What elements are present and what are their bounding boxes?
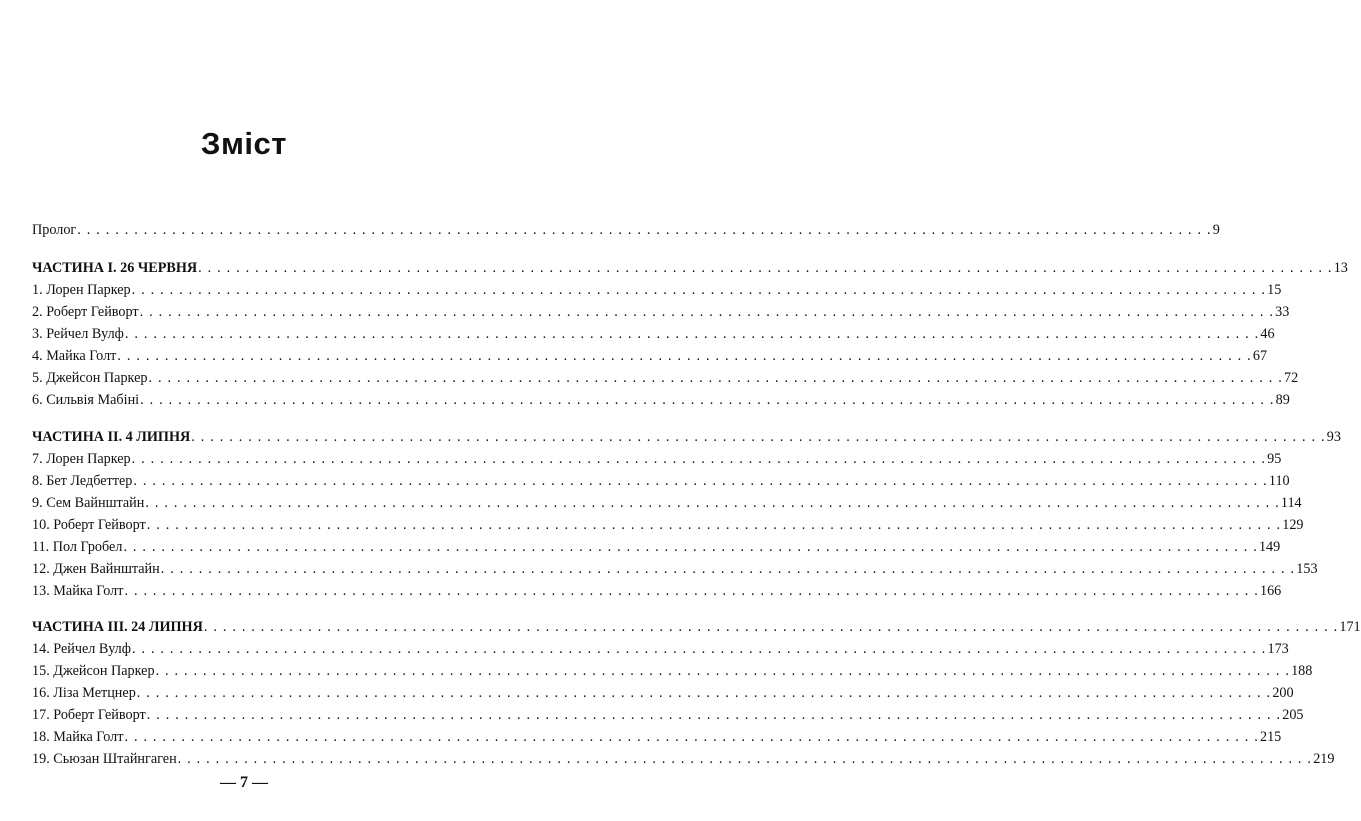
- dot-leader: . . . . . . . . . . . . . . . . . . . . . . . . . . . . . . . . . . . . . . . . . . . . . . . . . . . . . . . . . . . . . . . . . . . . . . . . . . . . . . . . . . . . . . . . . . . . . . . . . . . . . . . . . . . . . . . . . . . . . . . .: [146, 517, 1282, 533]
- dot-leader: . . . . . . . . . . . . . . . . . . . . . . . . . . . . . . . . . . . . . . . . . . . . . . . . . . . . . . . . . . . . . . . . . . . . . . . . . . . . . . . . . . . . . . . . . . . . . . . . . . . . . . . . . . . . . . . . . . . . . . . .: [160, 561, 1296, 577]
- toc-entry-page-number: 171: [1339, 619, 1361, 635]
- toc-entry-page-number: 188: [1291, 663, 1313, 679]
- dot-leader: . . . . . . . . . . . . . . . . . . . . . . . . . . . . . . . . . . . . . . . . . . . . . . . . . . . . . . . . . . . . . . . . . . . . . . . . . . . . . . . . . . . . . . . . . . . . . . . . . . . . . . . . . . . . . . . . . . . . . . . .: [140, 392, 1275, 408]
- toc-entry-title: 2. Роберт Гейворт: [32, 304, 139, 320]
- dot-leader: . . . . . . . . . . . . . . . . . . . . . . . . . . . . . . . . . . . . . . . . . . . . . . . . . . . . . . . . . . . . . . . . . . . . . . . . . . . . . . . . . . . . . . . . . . . . . . . . . . . . . . . . . . . . . . . . . . . . . . . .: [133, 473, 1268, 489]
- dot-leader: . . . . . . . . . . . . . . . . . . . . . . . . . . . . . . . . . . . . . . . . . . . . . . . . . . . . . . . . . . . . . . . . . . . . . . . . . . . . . . . . . . . . . . . . . . . . . . . . . . . . . . . . . . . . . . . . . . . . . . . .: [139, 304, 1275, 320]
- toc-entry-page-number: 153: [1296, 561, 1318, 577]
- toc-entry-page-number: 46: [1260, 326, 1275, 342]
- toc-entry: [32, 537, 1281, 557]
- toc-entry-title: 4. Майка Голт: [32, 348, 117, 364]
- toc-entry-page-number: 149: [1258, 539, 1281, 555]
- toc-entry: [32, 324, 1275, 344]
- toc-entry-title: 1. Лорен Паркер: [32, 282, 131, 298]
- toc-entry-page-number: 13: [1333, 260, 1348, 276]
- toc-entry-title: 13. Майка Голт: [32, 583, 124, 599]
- toc-entry-page-number: 89: [1275, 392, 1290, 408]
- toc-entry: [32, 346, 1268, 366]
- dot-leader: . . . . . . . . . . . . . . . . . . . . . . . . . . . . . . . . . . . . . . . . . . . . . . . . . . . . . . . . . . . . . . . . . . . . . . . . . . . . . . . . . . . . . . . . . . . . . . . . . . . . . . . . . . . . . . . . . . . . . . . .: [131, 282, 1267, 298]
- dot-leader: . . . . . . . . . . . . . . . . . . . . . . . . . . . . . . . . . . . . . . . . . . . . . . . . . . . . . . . . . . . . . . . . . . . . . . . . . . . . . . . . . . . . . . . . . . . . . . . . . . . . . . . . . . . . . . . . . . . . . . . .: [198, 260, 1333, 276]
- toc-entry: [32, 220, 1220, 240]
- dot-leader: . . . . . . . . . . . . . . . . . . . . . . . . . . . . . . . . . . . . . . . . . . . . . . . . . . . . . . . . . . . . . . . . . . . . . . . . . . . . . . . . . . . . . . . . . . . . . . . . . . . . . . . . . . . . . . . . . . . . . . . .: [155, 663, 1291, 679]
- toc-entry: [32, 515, 1304, 535]
- toc-entry-page-number: 9: [1212, 222, 1220, 238]
- toc-entry-title: 18. Майка Голт: [32, 729, 124, 745]
- dot-leader: . . . . . . . . . . . . . . . . . . . . . . . . . . . . . . . . . . . . . . . . . . . . . . . . . . . . . . . . . . . . . . . . . . . . . . . . . . . . . . . . . . . . . . . . . . . . . . . . . . . . . . . . . . . . . . . . . . . . . . . .: [117, 348, 1252, 364]
- toc-entry-title: ЧАСТИНА ІІІ. 24 ЛИПНЯ: [32, 619, 203, 635]
- toc-entry: [32, 368, 1299, 388]
- dot-leader: . . . . . . . . . . . . . . . . . . . . . . . . . . . . . . . . . . . . . . . . . . . . . . . . . . . . . . . . . . . . . . . . . . . . . . . . . . . . . . . . . . . . . . . . . . . . . . . . . . . . . . . . . . . . . . . . . . . . . . . .: [124, 729, 1259, 745]
- toc-entry-title: 10. Роберт Гейворт: [32, 517, 146, 533]
- dot-leader: . . . . . . . . . . . . . . . . . . . . . . . . . . . . . . . . . . . . . . . . . . . . . . . . . . . . . . . . . . . . . . . . . . . . . . . . . . . . . . . . . . . . . . . . . . . . . . . . . . . . . . . . . . . . . . . . . . . . . . . .: [146, 707, 1282, 723]
- toc-entry-page-number: 205: [1282, 707, 1304, 723]
- toc-entry-page-number: 173: [1267, 641, 1289, 657]
- toc-entry-page-number: 114: [1280, 495, 1302, 511]
- dot-leader: . . . . . . . . . . . . . . . . . . . . . . . . . . . . . . . . . . . . . . . . . . . . . . . . . . . . . . . . . . . . . . . . . . . . . . . . . . . . . . . . . . . . . . . . . . . . . . . . . . . . . . . . . . . . . . . . . . . . . . . .: [131, 451, 1267, 467]
- toc-entry-page-number: 67: [1252, 348, 1268, 364]
- toc-entry-title: 17. Роберт Гейворт: [32, 707, 146, 723]
- toc-entry-title: 8. Бет Ледбеттер: [32, 473, 133, 489]
- dot-leader: . . . . . . . . . . . . . . . . . . . . . . . . . . . . . . . . . . . . . . . . . . . . . . . . . . . . . . . . . . . . . . . . . . . . . . . . . . . . . . . . . . . . . . . . . . . . . . . . . . . . . . . . . . . . . . . . . . . . . . . .: [77, 222, 1212, 238]
- toc-entry-title: 16. Ліза Метцнер: [32, 685, 136, 701]
- toc-entry: [32, 559, 1318, 579]
- toc-entry-title: 3. Рейчел Вулф: [32, 326, 124, 342]
- toc-entry: [32, 683, 1294, 703]
- toc-entry: [32, 705, 1304, 725]
- page-number: — 7 —: [220, 774, 268, 791]
- toc-entry-page-number: 95: [1267, 451, 1282, 467]
- toc-entry-title: 9. Сем Вайнштайн: [32, 495, 145, 511]
- toc-entry-title: 5. Джейсон Паркер: [32, 370, 148, 386]
- dot-leader: . . . . . . . . . . . . . . . . . . . . . . . . . . . . . . . . . . . . . . . . . . . . . . . . . . . . . . . . . . . . . . . . . . . . . . . . . . . . . . . . . . . . . . . . . . . . . . . . . . . . . . . . . . . . . . . . . . . . . . . .: [131, 641, 1267, 657]
- dot-leader: . . . . . . . . . . . . . . . . . . . . . . . . . . . . . . . . . . . . . . . . . . . . . . . . . . . . . . . . . . . . . . . . . . . . . . . . . . . . . . . . . . . . . . . . . . . . . . . . . . . . . . . . . . . . . . . . . . . . . . . .: [124, 583, 1259, 599]
- dot-leader: . . . . . . . . . . . . . . . . . . . . . . . . . . . . . . . . . . . . . . . . . . . . . . . . . . . . . . . . . . . . . . . . . . . . . . . . . . . . . . . . . . . . . . . . . . . . . . . . . . . . . . . . . . . . . . . . . . . . . . . .: [124, 326, 1260, 342]
- toc-entry-title: 6. Сильвія Мабіні: [32, 392, 140, 408]
- toc-entry-title: 11. Пол Гробел: [32, 539, 123, 555]
- toc-entry-page-number: 33: [1275, 304, 1290, 320]
- toc-entry: [32, 302, 1290, 322]
- toc-entry-title: ЧАСТИНА ІІ. 4 ЛИПНЯ: [32, 429, 191, 445]
- toc-entry-title: 12. Джен Вайнштайн: [32, 561, 160, 577]
- toc-entry: [32, 493, 1302, 513]
- toc-entry: [32, 449, 1282, 469]
- toc-entry: [32, 749, 1335, 769]
- part-heading: [32, 617, 1361, 637]
- toc-entry-title: 14. Рейчел Вулф: [32, 641, 131, 657]
- dot-leader: . . . . . . . . . . . . . . . . . . . . . . . . . . . . . . . . . . . . . . . . . . . . . . . . . . . . . . . . . . . . . . . . . . . . . . . . . . . . . . . . . . . . . . . . . . . . . . . . . . . . . . . . . . . . . . . . . . . . . . . .: [145, 495, 1280, 511]
- toc-entry-title: 19. Сьюзан Штайнгаген: [32, 751, 177, 767]
- dot-leader: . . . . . . . . . . . . . . . . . . . . . . . . . . . . . . . . . . . . . . . . . . . . . . . . . . . . . . . . . . . . . . . . . . . . . . . . . . . . . . . . . . . . . . . . . . . . . . . . . . . . . . . . . . . . . . . . . . . . . . . .: [136, 685, 1272, 701]
- dot-leader: . . . . . . . . . . . . . . . . . . . . . . . . . . . . . . . . . . . . . . . . . . . . . . . . . . . . . . . . . . . . . . . . . . . . . . . . . . . . . . . . . . . . . . . . . . . . . . . . . . . . . . . . . . . . . . . . . . . . . . . .: [123, 539, 1258, 555]
- part-heading: [32, 427, 1341, 447]
- toc-entry-page-number: 72: [1283, 370, 1299, 386]
- dot-leader: . . . . . . . . . . . . . . . . . . . . . . . . . . . . . . . . . . . . . . . . . . . . . . . . . . . . . . . . . . . . . . . . . . . . . . . . . . . . . . . . . . . . . . . . . . . . . . . . . . . . . . . . . . . . . . . . . . . . . . . .: [191, 429, 1326, 445]
- toc-entry-page-number: 110: [1268, 473, 1290, 489]
- dot-leader: . . . . . . . . . . . . . . . . . . . . . . . . . . . . . . . . . . . . . . . . . . . . . . . . . . . . . . . . . . . . . . . . . . . . . . . . . . . . . . . . . . . . . . . . . . . . . . . . . . . . . . . . . . . . . . . . . . . . . . . .: [177, 751, 1313, 767]
- toc-entry: [32, 471, 1290, 491]
- toc-entry: [32, 661, 1313, 681]
- dot-leader: . . . . . . . . . . . . . . . . . . . . . . . . . . . . . . . . . . . . . . . . . . . . . . . . . . . . . . . . . . . . . . . . . . . . . . . . . . . . . . . . . . . . . . . . . . . . . . . . . . . . . . . . . . . . . . . . . . . . . . . .: [148, 370, 1283, 386]
- toc-entry: [32, 280, 1282, 300]
- toc-entry-page-number: 215: [1259, 729, 1282, 745]
- page-title: Зміст: [201, 126, 287, 161]
- dot-leader: . . . . . . . . . . . . . . . . . . . . . . . . . . . . . . . . . . . . . . . . . . . . . . . . . . . . . . . . . . . . . . . . . . . . . . . . . . . . . . . . . . . . . . . . . . . . . . . . . . . . . . . . . . . . . . . . . . . . . . . .: [203, 619, 1339, 635]
- toc-entry-page-number: 93: [1326, 429, 1341, 445]
- toc-entry: [32, 727, 1282, 747]
- toc-entry-title: ЧАСТИНА І. 26 ЧЕРВНЯ: [32, 260, 198, 276]
- toc-entry-page-number: 166: [1259, 583, 1282, 599]
- toc-entry-page-number: 219: [1313, 751, 1335, 767]
- toc-entry-page-number: 200: [1272, 685, 1294, 701]
- toc-entry-page-number: 129: [1282, 517, 1304, 533]
- part-heading: [32, 258, 1348, 278]
- toc-entry-page-number: 15: [1267, 282, 1282, 298]
- toc-entry-title: 15. Джейсон Паркер: [32, 663, 155, 679]
- toc-entry-title: 7. Лорен Паркер: [32, 451, 131, 467]
- toc-entry: [32, 581, 1282, 601]
- toc-entry: [32, 390, 1290, 410]
- toc-entry: [32, 639, 1289, 659]
- toc-entry-title: Пролог: [32, 222, 77, 238]
